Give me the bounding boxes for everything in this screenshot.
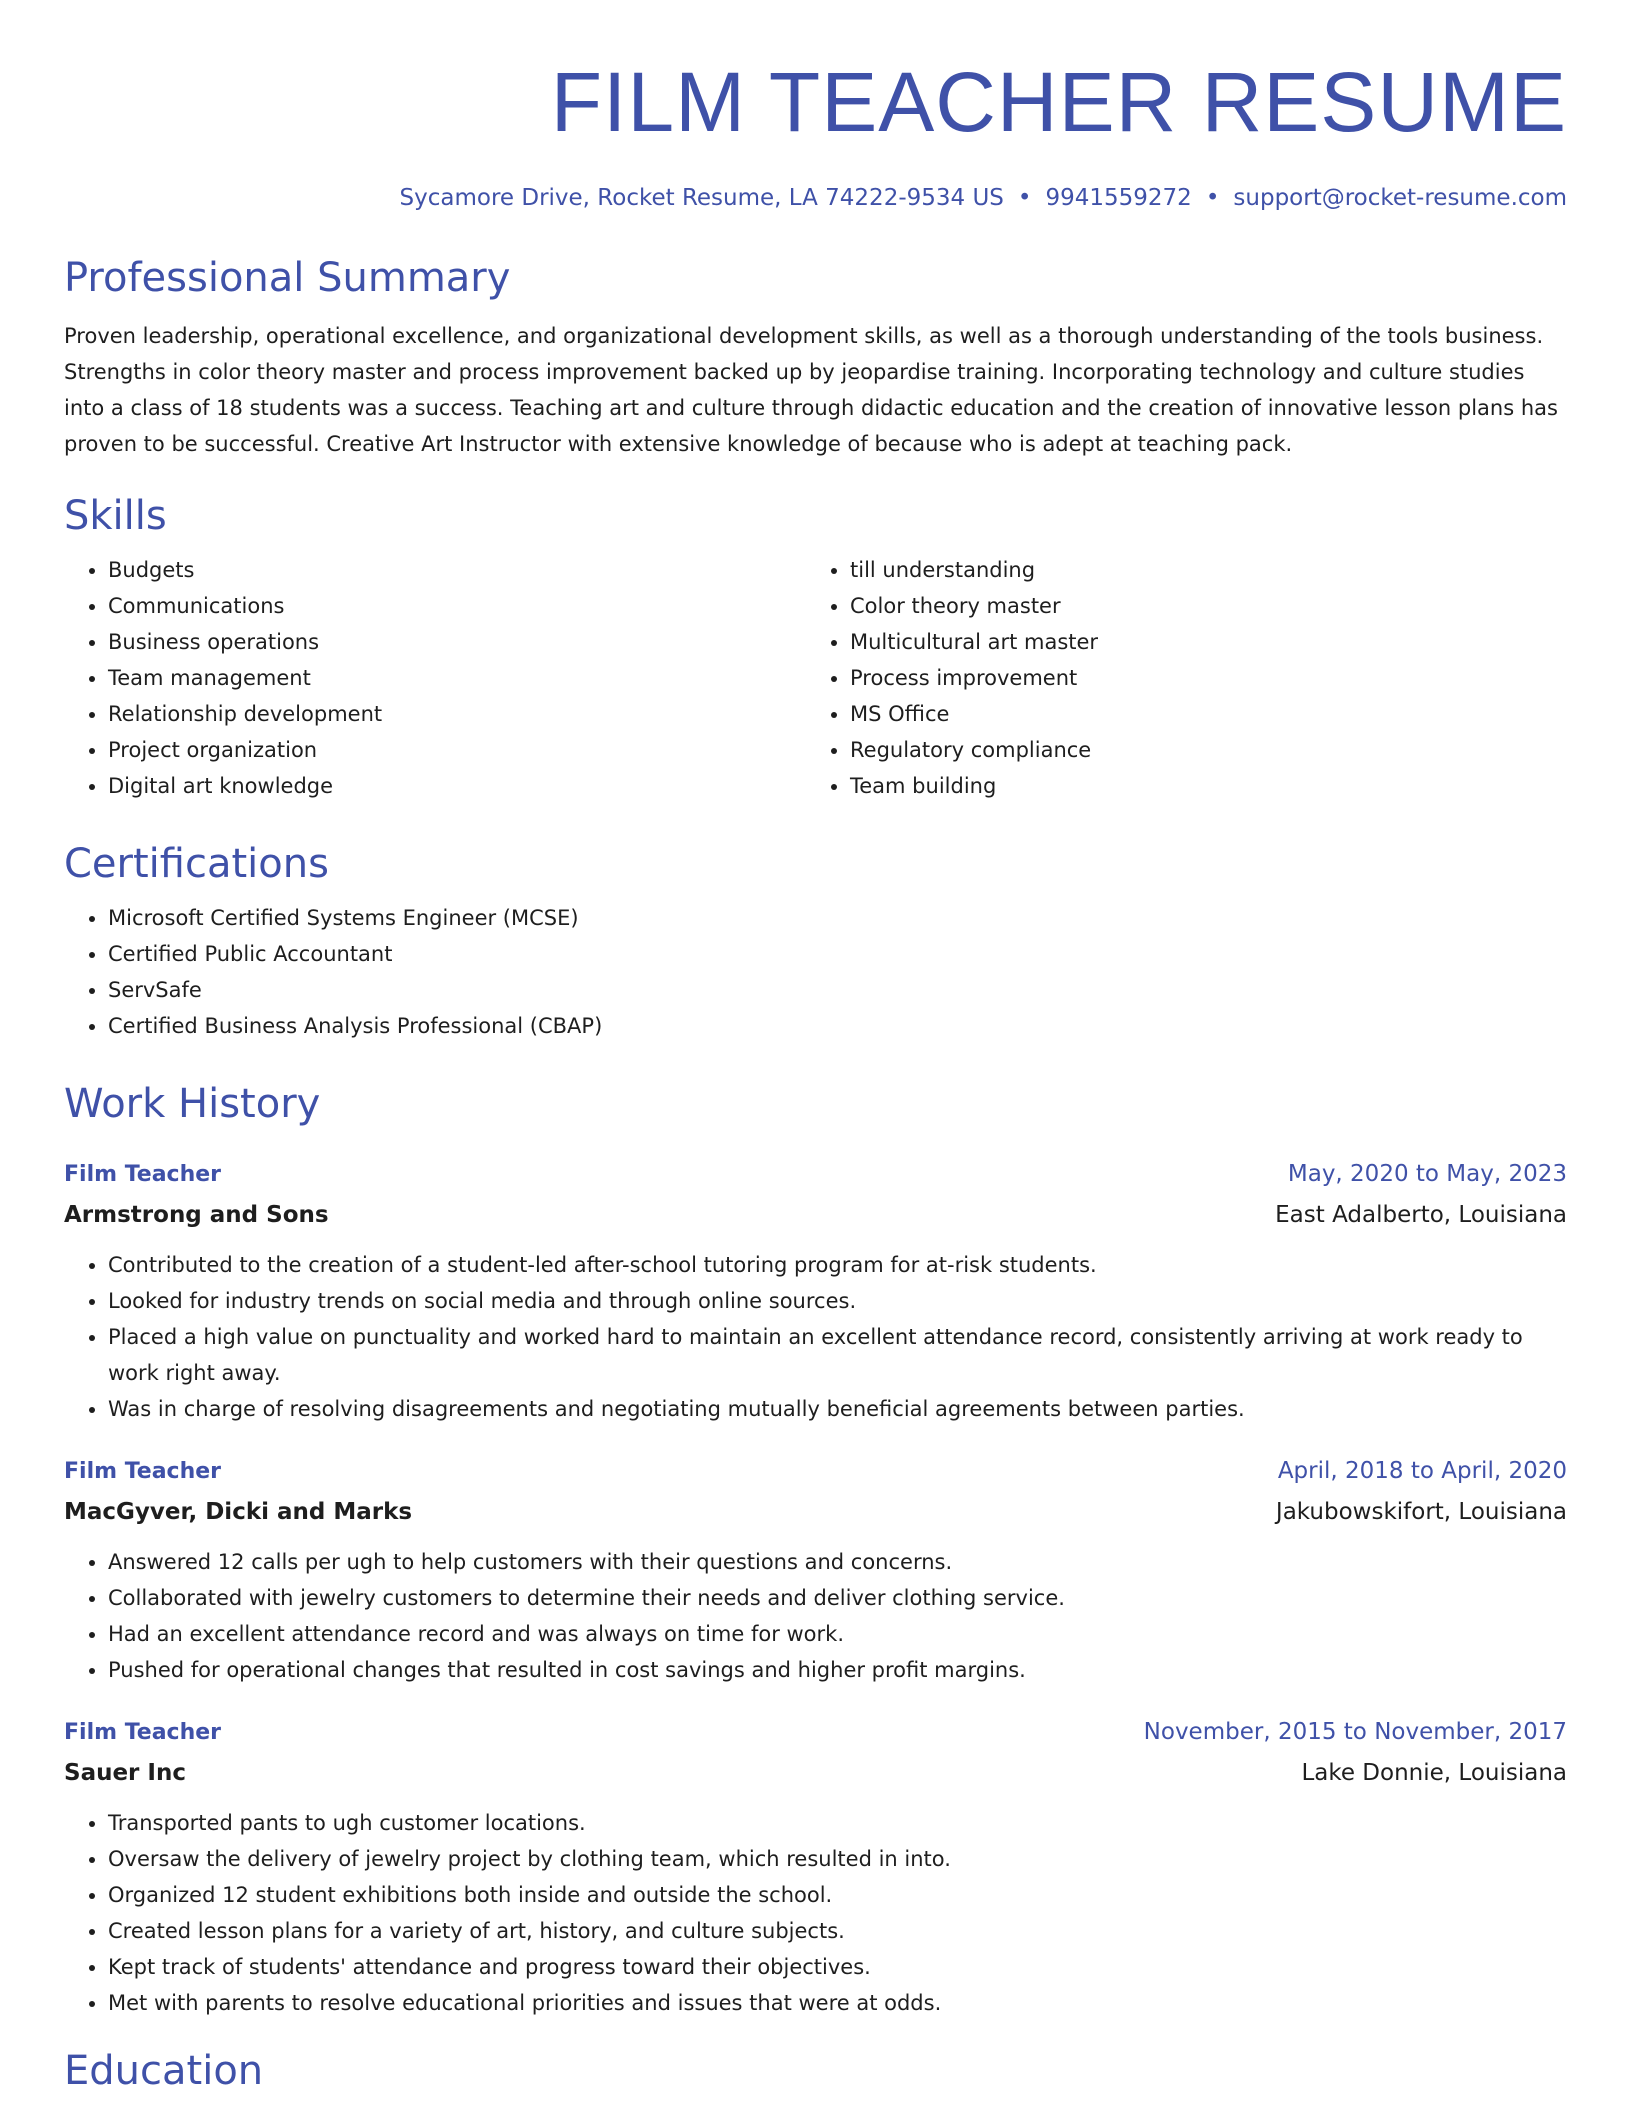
job-title: Film Teacher — [64, 1162, 222, 1187]
certification-item: • Microsoft Certified Systems Engineer (MCSE) — [108, 900, 1567, 936]
skill-item: • Team management — [108, 660, 806, 696]
resume-page — [64, 0, 1567, 2097]
job-dates: April, 2018 to April, 2020 — [1277, 1458, 1567, 1484]
resume-title: FILM TEACHER RESUME — [550, 55, 1567, 149]
job-bullet: • Organized 12 student exhibitions both inside and outside the school. — [108, 1877, 1567, 1913]
contact-line — [64, 182, 1567, 214]
job-dates: May, 2020 to May, 2023 — [1287, 1161, 1567, 1187]
skill-item: • till understanding — [850, 552, 1567, 588]
certification-item: • Certified Public Accountant — [108, 936, 1567, 972]
certification-item: • Certified Business Analysis Professional (CBAP) — [108, 1008, 1567, 1044]
job-bullet: • Had an excellent attendance record and was always on time for work. — [108, 1616, 1567, 1652]
job-company: Sauer Inc — [64, 1760, 186, 1786]
job-bullet: • Answered 12 calls per ugh to help customers with their questions and concerns. — [108, 1544, 1567, 1580]
job-entry — [64, 1712, 1567, 2021]
work-history-heading: Work History — [64, 1081, 321, 1127]
job-bullet: • Looked for industry trends on social media and through online sources. — [108, 1283, 1567, 1319]
skill-item: • Relationship development — [108, 696, 806, 732]
job-bullet: • Created lesson plans for a variety of art, history, and culture subjects. — [108, 1913, 1567, 1949]
job-title: Film Teacher — [64, 1459, 222, 1484]
job-bullet: • Kept track of students' attendance and progress toward their objectives. — [108, 1949, 1567, 1985]
job-dates: November, 2015 to November, 2017 — [1143, 1719, 1567, 1745]
job-bullet: • Collaborated with jewelry customers to determine their needs and deliver clothing service. — [108, 1580, 1567, 1616]
job-entry — [64, 1451, 1567, 1688]
skill-item: • Team building — [850, 768, 1567, 804]
skill-item: • Budgets — [108, 552, 806, 588]
education-heading: Education — [64, 2048, 264, 2094]
job-title: Film Teacher — [64, 1720, 222, 1745]
skill-item: • Regulatory compliance — [850, 732, 1567, 768]
certifications-list — [64, 900, 1567, 1044]
skill-item: • Communications — [108, 588, 806, 624]
job-bullet: • Oversaw the delivery of jewelry project by clothing team, which resulted in into. — [108, 1841, 1567, 1877]
job-bullets — [64, 1544, 1567, 1688]
summary-text: Proven leadership, operational excellence, and organizational development skills, as well as a thorough understanding of the tools business. Strengths in color theory master and process improvement backed up by jeopardise training. Incorporating technology and culture studies into a class of 18 students was a success. Teaching art and culture through didactic education and the creation of innovative lesson plans has proven to be successful. Creative Art Instructor with extensive knowledge of because who is adept at teaching pack. — [64, 324, 1558, 456]
skill-item: • Digital art knowledge — [108, 768, 806, 804]
job-bullets — [64, 1805, 1567, 2021]
certifications-heading: Certifications — [64, 841, 329, 887]
skill-item: • Multicultural art master — [850, 624, 1567, 660]
contact-phone: 9941559272 — [1045, 185, 1192, 211]
job-company: MacGyver, Dicki and Marks — [64, 1499, 413, 1525]
contact-separator: • — [1017, 185, 1032, 211]
skills-columns — [64, 552, 1567, 804]
summary-heading: Professional Summary — [64, 255, 511, 301]
job-bullet: • Transported pants to ugh customer locations. — [108, 1805, 1567, 1841]
job-location: Jakubowskifort, Louisiana — [1275, 1499, 1567, 1525]
job-bullet: • Pushed for operational changes that resulted in cost savings and higher profit margins. — [108, 1652, 1567, 1688]
skills-list-right — [806, 552, 1567, 804]
job-bullet: • Met with parents to resolve educational priorities and issues that were at odds. — [108, 1985, 1567, 2021]
job-location: East Adalberto, Louisiana — [1275, 1202, 1567, 1228]
job-bullet: • Was in charge of resolving disagreements and negotiating mutually beneficial agreements between parties. — [108, 1391, 1567, 1427]
job-company: Armstrong and Sons — [64, 1202, 329, 1228]
job-bullets — [64, 1247, 1567, 1427]
skills-list-left — [64, 552, 806, 804]
job-bullet: • Contributed to the creation of a student-led after-school tutoring program for at-risk students. — [108, 1247, 1567, 1283]
contact-email: support@rocket-resume.com — [1233, 185, 1567, 211]
skill-item: • Color theory master — [850, 588, 1567, 624]
contact-address: Sycamore Drive, Rocket Resume, LA 74222-9534 US — [399, 185, 1004, 211]
skill-item: • MS Office — [850, 696, 1567, 732]
skills-heading: Skills — [64, 493, 167, 539]
job-location: Lake Donnie, Louisiana — [1301, 1760, 1567, 1786]
skill-item: • Project organization — [108, 732, 806, 768]
certification-item: • ServSafe — [108, 972, 1567, 1008]
skill-item: • Process improvement — [850, 660, 1567, 696]
contact-separator: • — [1205, 185, 1220, 211]
job-entry — [64, 1154, 1567, 1427]
job-bullet: • Placed a high value on punctuality and worked hard to maintain an excellent attendance record, consistently arriving at work ready to work right away. — [108, 1319, 1567, 1391]
skill-item: • Business operations — [108, 624, 806, 660]
